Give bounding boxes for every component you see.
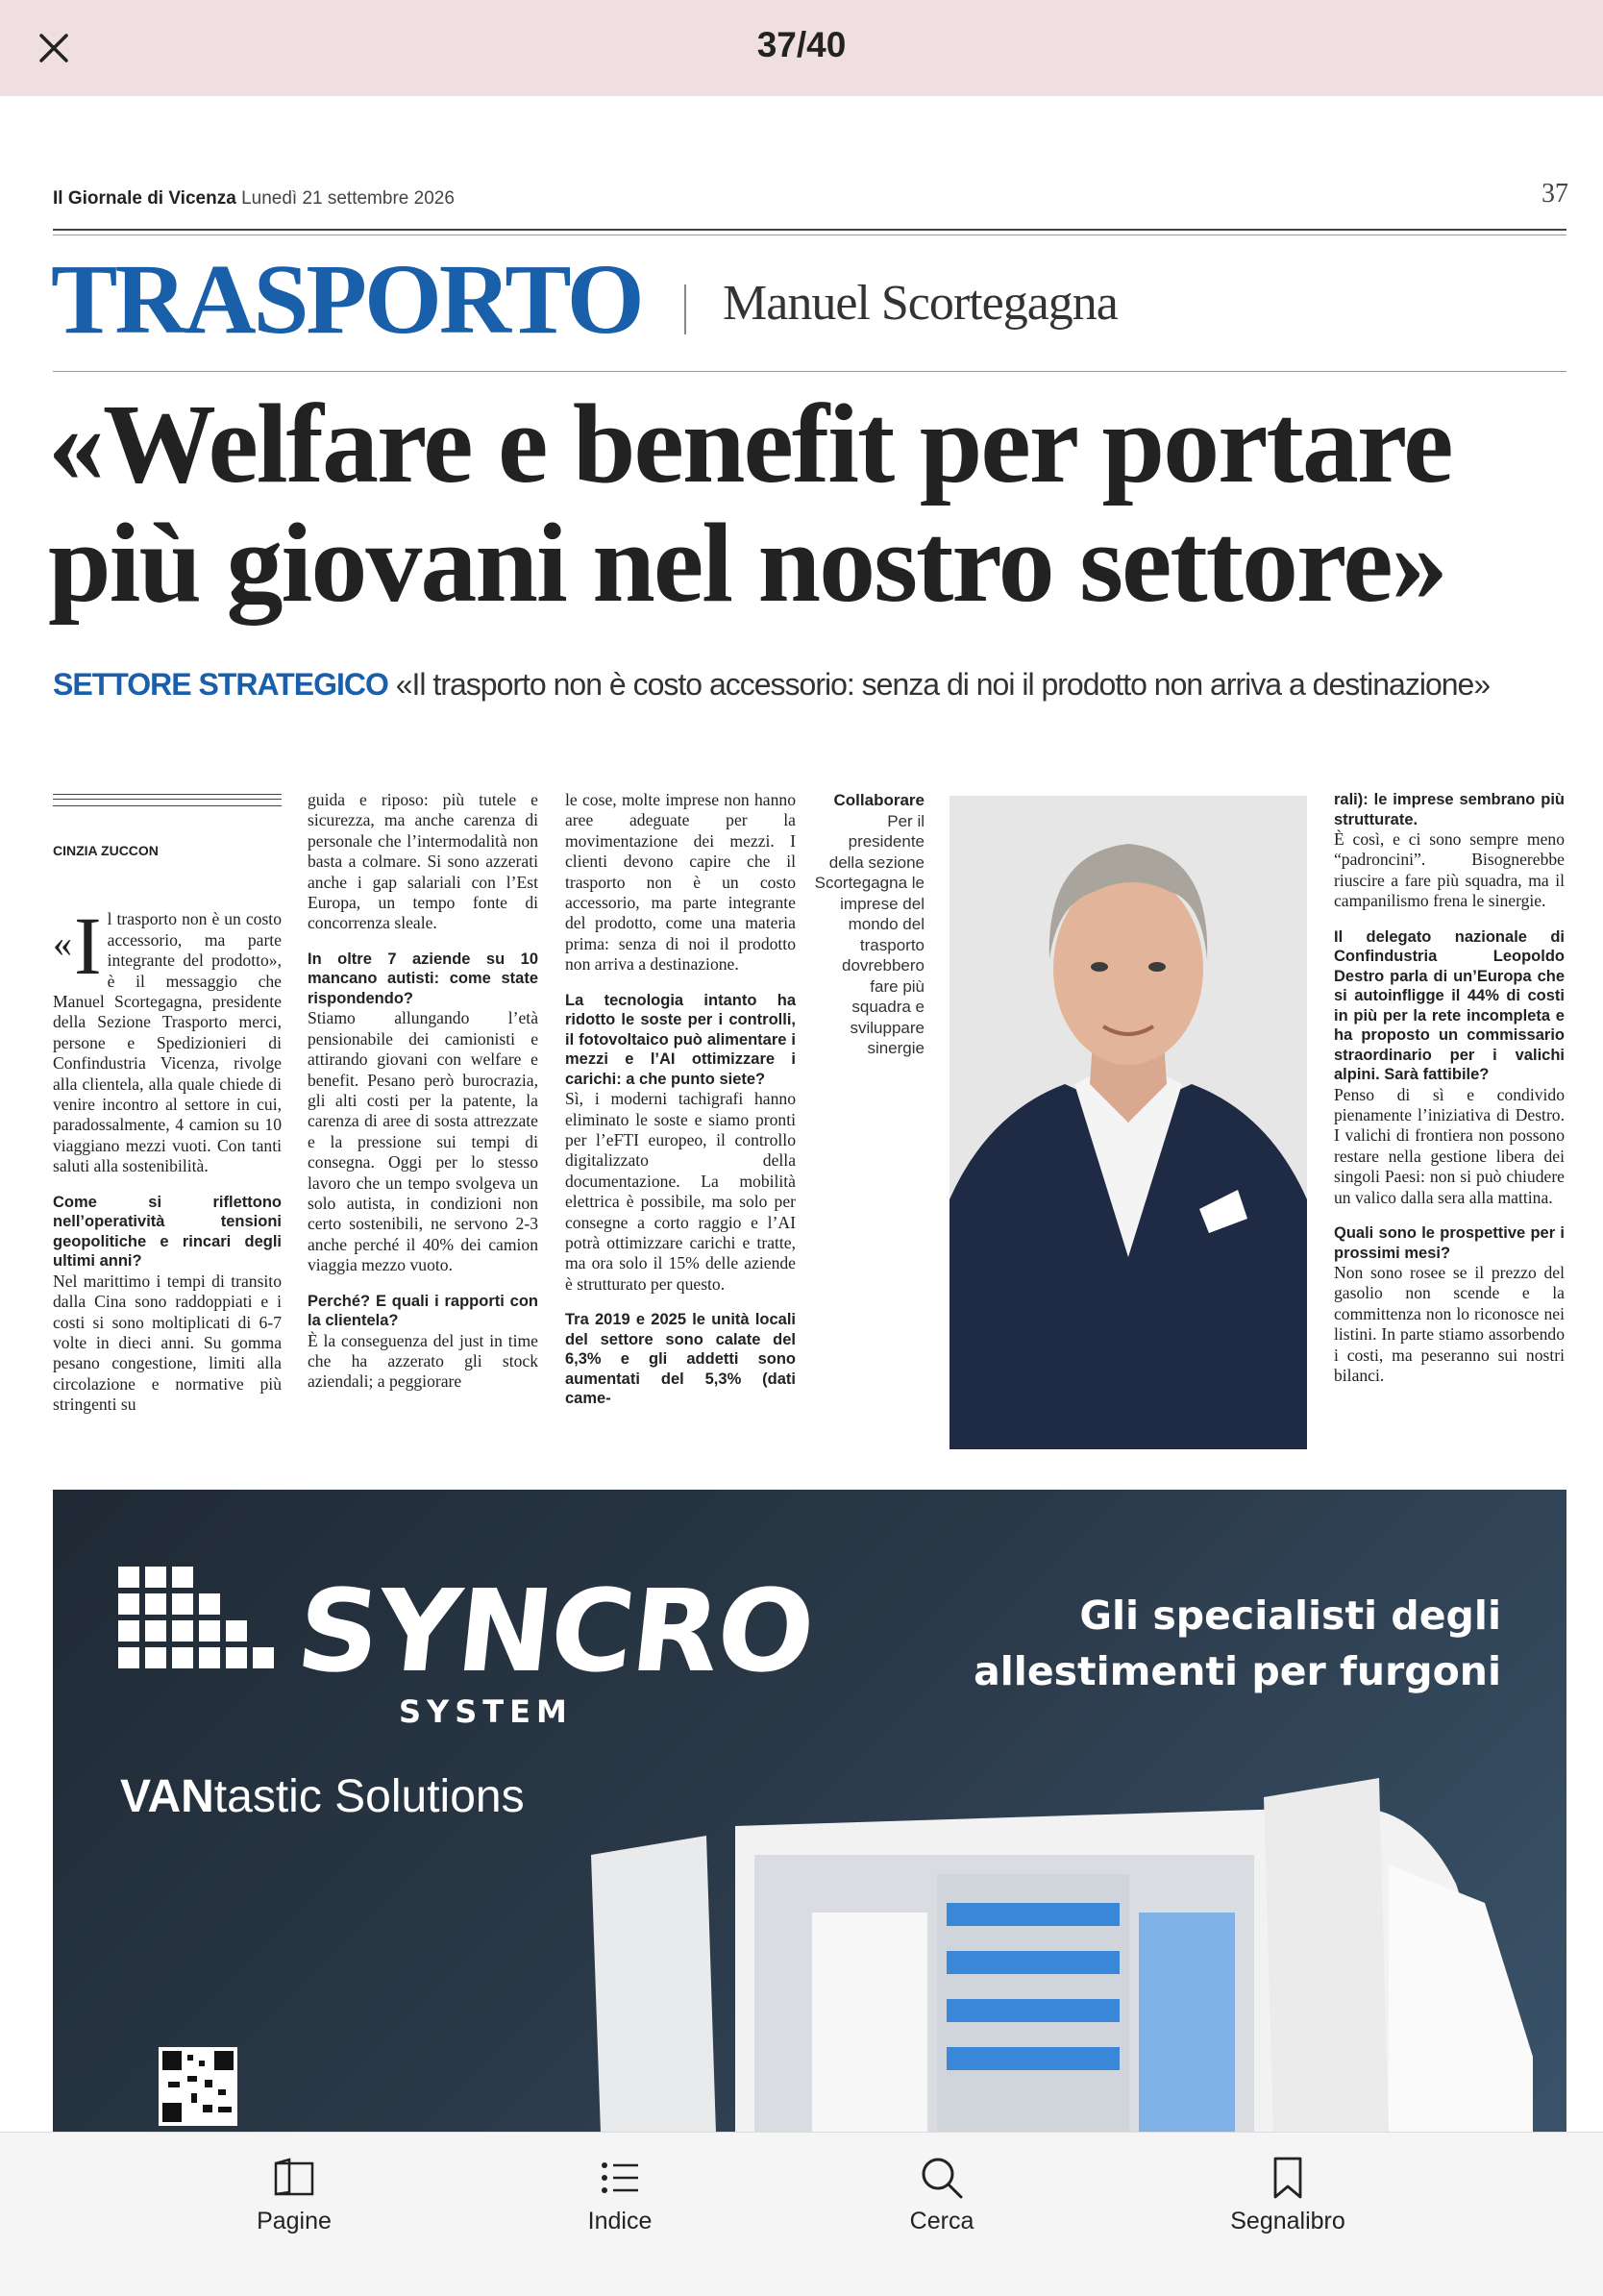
article-column-2 xyxy=(308,790,538,1393)
page-number: 37 xyxy=(1541,179,1568,209)
ad-slogan xyxy=(974,1588,1501,1699)
ad-brand-sub: SYSTEM xyxy=(399,1693,573,1730)
answer: È la conseguenza del just in time che ha azzerato gli stock aziendali; a peggiorare xyxy=(308,1330,538,1392)
portrait-photo xyxy=(949,796,1307,1449)
ad-slogan-line-2: allestimenti per furgoni xyxy=(974,1648,1501,1694)
bookmark-icon xyxy=(1264,2154,1312,2202)
answer: Sì, i moderni tachigrafi hanno eliminato le soste e siamo pronti per l’eFTI europeo, il controllo digitalizzato della documentazione. La mobilità elettrica è possibile, ma solo per consegne a corto raggio e l’AI potrà ottimizzare carichi e tratte, ma ora solo il 15% delle aziende è strutturato per questo. xyxy=(565,1089,796,1294)
lead-paragraph xyxy=(53,900,282,1176)
headline-line-2: più giovani nel nostro settore» xyxy=(48,500,1446,626)
headline xyxy=(48,381,1576,626)
section-divider xyxy=(684,284,686,334)
ad-tagline xyxy=(120,1770,525,1823)
search-icon xyxy=(918,2154,966,2202)
kicker-tag: SETTORE STRATEGICO xyxy=(53,667,388,702)
tab-pages-label: Pagine xyxy=(257,2208,332,2234)
question: La tecnologia intanto ha ridotto le soste per i controlli, il fotovoltaico può alimentare i mezzi e l’AI ottimizzare i carichi: a che punto siete? xyxy=(565,991,796,1088)
question: In oltre 7 aziende su 10 mancano autisti: come state rispondendo? xyxy=(308,950,538,1007)
question: Perché? E quali i rapporti con la clientela? xyxy=(308,1292,538,1330)
ad-tagline-bold: VAN xyxy=(120,1771,214,1822)
caption-title: Collaborare xyxy=(833,791,925,809)
byline: CINZIA ZUCCON xyxy=(53,843,159,858)
top-bar xyxy=(0,0,1603,96)
lead-text: l trasporto non è un costo accessorio, ma parte integrante del prodotto», è il messaggio che Manuel Scortegagna, presidente della Sezione Trasporto merci, persone e Spedizionieri di Confindustria Vicenza, rivolge alla clientela, alla quale chiede di venire incontro al settore in cui, paradossalmente, 4 camion su 10 viaggiano mezzi vuoti. Con tanti saluti alla sostenibilità. xyxy=(53,909,282,1176)
question: Come si riflettono nell’operatività tensioni geopolitiche e rincari degli ultimi anni? xyxy=(53,1193,282,1271)
section-title: TRASPORTO xyxy=(51,244,642,355)
masthead-name: Il Giornale di Vicenza xyxy=(53,188,236,209)
answer: Penso di sì e condivido pienamente l’iniziativa di Destro. I valichi di frontiera non possono restare nella gestione libera dei singoli Paesi: non si può chiudere un valico dalla sera alla mattina. xyxy=(1334,1084,1565,1207)
article-column-5 xyxy=(1334,790,1565,1387)
answer: Stiamo allungando l’età pensionabile dei camionisti e attirando giovani con welfare e benefit. Pesano però burocrazia, gli alti costi per la patente, la carenza di aree di sosta attrezzate e la pressione sui tempi di consegna. Oggi per lo stesso lavoro che un tempo svolgeva un solo autista, in condizioni non certo sostenibili, ne servono 2-3 anche perché il 40% dei camion viaggia mezzo vuoto. xyxy=(308,1008,538,1275)
header-rule xyxy=(53,229,1566,231)
tab-bookmark-label: Segnalibro xyxy=(1230,2208,1345,2234)
kicker xyxy=(53,667,1581,703)
answer: Non sono rosee se il prezzo del gasolio non scende e la committenza non lo riconosce nei listini. In parte stiamo assorbendo i costi, ma peseranno sui nostri bilanci. xyxy=(1334,1263,1565,1386)
paragraph: guida e riposo: più tutele e sicurezza, ma anche carenza di personale che l’intermodalità non basta a colmare. Si sono azzerati anche i gap salariali con l’Est Europa, un tempo fonte di concorrenza sleale. xyxy=(308,790,538,933)
question: Quali sono le prospettive per i prossimi mesi? xyxy=(1334,1224,1565,1262)
paragraph: le cose, molte imprese non hanno aree adeguate per la movimentazione dei mezzi. I clienti devono capire che il trasporto non è un costo accessorio, ma parte integrante del prodotto, come una materia prima: senza di noi il prodotto non arriva a destinazione. xyxy=(565,790,796,975)
section-author: Manuel Scortegagna xyxy=(723,276,1118,331)
tab-pages[interactable] xyxy=(198,2154,390,2235)
question: Tra 2019 e 2025 le unità locali del settore sono calate del 6,3% e gli addetti sono aumentati del 5,3% (dati came- xyxy=(565,1311,796,1408)
lead-guillemet: « xyxy=(53,922,72,966)
masthead-date: Lunedì 21 settembre 2026 xyxy=(241,188,455,209)
byline-rule xyxy=(53,794,282,800)
answer: Nel marittimo i tempi di transito dalla Cina sono raddoppiati e i costi si sono moltiplicati di 6-7 volte in dieci anni. Su gomma pesano congestione, limiti alla circolazione e normative più stringenti su xyxy=(53,1271,282,1415)
tab-index-label: Indice xyxy=(587,2208,653,2234)
ad-tagline-rest: tastic Solutions xyxy=(213,1771,525,1822)
bottom-tab-bar xyxy=(0,2132,1603,2296)
answer: È così, e ci sono sempre meno “padroncini”. Bisognerebbe riuscire a fare più squadra, ma il campanilismo frena le sinergie. xyxy=(1334,829,1565,911)
section-rule xyxy=(53,371,1566,372)
article-column-1 xyxy=(53,790,282,1416)
syncro-logo-mark xyxy=(118,1567,291,1701)
ad-slogan-line-1: Gli specialisti degli xyxy=(1079,1592,1501,1639)
question: Il delegato nazionale di Confindustria Leopoldo Destro parla di un’Europa che si autoinfligge il 44% di costi in più per la rete incompleta e ha proposto un commissario straordinario per i valichi alpini. Sarà fattibile? xyxy=(1334,927,1565,1084)
caption-text: Per il presidente della sezione Scortegagna le imprese del mondo del trasporto dovrebbero fare più squadra e sviluppare sinergie xyxy=(814,811,925,1057)
photo-caption xyxy=(813,790,925,1059)
newspaper-page[interactable] xyxy=(0,96,1603,2132)
portrait-image xyxy=(949,796,1307,1449)
byline-rule-2 xyxy=(53,805,282,806)
kicker-text: «Il trasporto non è costo accessorio: senza di noi il prodotto non arriva a destinazione» xyxy=(395,667,1491,702)
tab-search-label: Cerca xyxy=(909,2208,974,2234)
article-column-3 xyxy=(565,790,796,1409)
list-icon xyxy=(596,2154,644,2202)
drop-cap: I xyxy=(74,900,102,993)
page-indicator: 37/40 xyxy=(756,25,847,64)
tab-index[interactable] xyxy=(524,2154,716,2235)
ad-brand: SYNCRO xyxy=(290,1565,820,1697)
book-icon xyxy=(270,2154,318,2202)
van-illustration xyxy=(591,1768,1566,2132)
advertisement[interactable] xyxy=(53,1490,1566,2132)
tab-search[interactable] xyxy=(846,2154,1038,2235)
tab-bookmark[interactable] xyxy=(1192,2154,1384,2235)
question: rali): le imprese sembrano più strutturate. xyxy=(1334,791,1565,828)
qr-code-icon xyxy=(159,2047,237,2126)
masthead xyxy=(53,188,455,210)
headline-line-1: «Welfare e benefit per portare xyxy=(48,381,1452,506)
